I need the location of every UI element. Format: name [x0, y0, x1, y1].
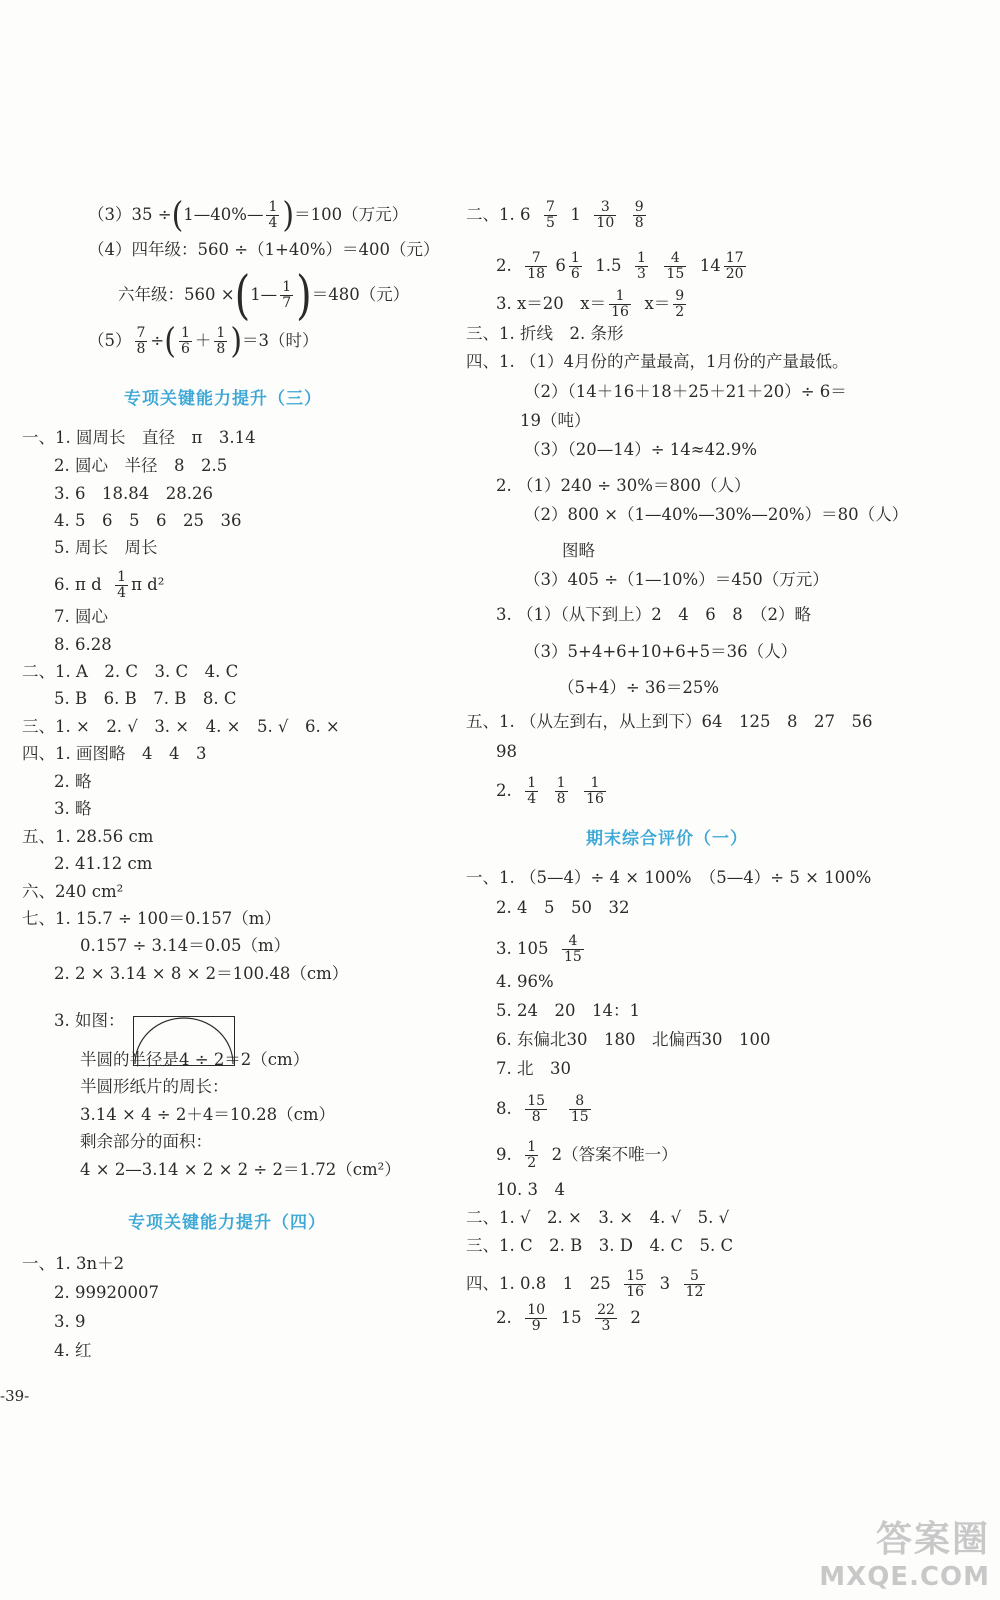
- paren-open: (: [234, 265, 251, 326]
- answer-line: 2. （1）240 ÷ 30%＝800（人）: [496, 476, 751, 495]
- fraction: $\frac{3}{10}$: [596, 199, 615, 231]
- answer-line: 四、1. 0.8 1 25 $\frac{15}{16}$ 3 $\frac{5}{12}$: [466, 1268, 704, 1300]
- fraction: $\frac{1}{8}$: [556, 775, 566, 807]
- answer-line: 2. $\frac{7}{18}$ 6 $\frac{1}{6}$ 1.5 $\frac{1}{3}$ $\frac{4}{15}$ 14 $\frac{17}{20}$: [496, 250, 744, 282]
- answer-line: 2. $\frac{10}{9}$ 15 $\frac{22}{3}$ 2: [496, 1302, 641, 1334]
- fraction: $\frac{1}{4}$: [268, 199, 278, 231]
- answer-line: 4. 5 6 5 6 25 36: [54, 511, 242, 530]
- answer-line: （3）405 ÷（1—10%）＝450（万元）: [524, 570, 829, 589]
- answer-line: 5. 24 20 14：1: [496, 1001, 640, 1020]
- fraction: $\frac{1}{4}$: [117, 569, 127, 601]
- answer-line: 一、1. （5—4）÷ 4 × 100% （5—4）÷ 5 × 100%: [466, 868, 872, 887]
- answer-line: 二、1. √ 2. × 3. × 4. √ 5. √: [466, 1208, 730, 1227]
- left-line-3: 六年级：560 ×(1— $\frac{1}{7}$ )＝480（元）: [118, 265, 410, 326]
- left-line-2: （4）四年级：560 ÷（1+40%）＝400（元）: [88, 240, 440, 259]
- fraction: $\frac{1}{6}$: [570, 250, 580, 282]
- section-title-final: 期末综合评价（一）: [586, 829, 748, 849]
- answer-line: 六、240 cm²: [22, 882, 124, 901]
- watermark-logo: 答案圈 MXQE.COM: [819, 1519, 990, 1592]
- answer-line: 3. x＝20 x＝ $\frac{1}{16}$ x＝ $\frac{9}{2}$: [496, 288, 685, 320]
- fraction: $\frac{10}{9}$: [527, 1302, 546, 1334]
- answer-line: 3. 略: [54, 799, 92, 818]
- answer-line: 2. 99920007: [54, 1283, 159, 1302]
- answer-line: （3）5+4+6+10+6+5＝36（人）: [524, 642, 798, 661]
- page-number: -39-: [0, 1387, 30, 1405]
- answer-line: 一、1. 圆周长 直径 π 3.14: [22, 428, 256, 447]
- answer-line: 4. 96%: [496, 972, 554, 991]
- answer-line: 3.14 × 4 ÷ 2＋4＝10.28（cm）: [80, 1105, 335, 1124]
- answer-line: 6. 东偏北30 180 北偏西30 100: [496, 1030, 771, 1049]
- paren-close: ): [230, 320, 243, 362]
- answer-line: 10. 3 4: [496, 1180, 565, 1199]
- answer-line: 七、1. 15.7 ÷ 100＝0.157（m）: [22, 909, 281, 928]
- section-title-4: 专项关键能力提升（四）: [128, 1213, 326, 1233]
- answer-line: 8. $\frac{15}{8}$ $\frac{8}{15}$: [496, 1093, 589, 1125]
- answer-line: 5. 周长 周长: [54, 538, 158, 557]
- fraction: $\frac{1}{16}$: [586, 775, 604, 807]
- paren-close: ): [282, 194, 295, 236]
- answer-line: 二、1. 6 $\frac{7}{5}$ 1 $\frac{3}{10}$ $\frac{9}{8}$: [466, 199, 644, 231]
- fraction: $\frac{4}{15}$: [563, 933, 582, 965]
- fraction: $\frac{1}{3}$: [637, 250, 646, 282]
- fraction: $\frac{9}{8}$: [634, 199, 644, 231]
- answer-line: 三、1. C 2. B 3. D 4. C 5. C: [466, 1236, 734, 1255]
- fraction: $\frac{9}{2}$: [675, 288, 685, 320]
- fraction: $\frac{7}{18}$: [527, 250, 546, 282]
- answer-line: 三、1. 折线 2. 条形: [466, 324, 624, 343]
- answer-line: 剩余部分的面积：: [80, 1132, 212, 1151]
- answer-line: 2. 2 × 3.14 × 8 × 2＝100.48（cm）: [54, 964, 349, 983]
- fraction: $\frac{1}{4}$: [527, 775, 537, 807]
- answer-line: 图略: [562, 541, 595, 560]
- fraction: $\frac{8}{15}$: [570, 1093, 589, 1125]
- answer-line: 五、1. 28.56 cm: [22, 827, 154, 846]
- answer-line: 0.157 ÷ 3.14＝0.05（m）: [80, 936, 291, 955]
- answer-line: 2. 4 5 50 32: [496, 898, 630, 917]
- left-line-4: （5） $\frac{7}{8}$ ÷( $\frac{1}{6}$ ＋ $\frac{1}{8}$ )＝3（时）: [88, 320, 319, 362]
- answer-line: （3）（20—14）÷ 14≈42.9%: [524, 440, 758, 459]
- fraction: $\frac{1}{8}$: [216, 325, 226, 357]
- fraction: $\frac{15}{8}$: [527, 1093, 546, 1125]
- answer-line: 二、1. A 2. C 3. C 4. C: [22, 662, 239, 681]
- answer-line: 3. 如图：: [54, 1011, 125, 1030]
- answer-line: 3. 105 $\frac{4}{15}$: [496, 933, 582, 965]
- answer-line: 8. 6.28: [54, 635, 112, 654]
- fraction: $\frac{7}{8}$: [136, 325, 146, 357]
- fraction: $\frac{22}{3}$: [597, 1302, 615, 1334]
- paren-close: ): [296, 265, 312, 326]
- fraction: $\frac{4}{15}$: [666, 250, 685, 282]
- fraction: $\frac{7}{5}$: [546, 199, 555, 231]
- answer-line: 6. π d $\frac{1}{4}$ π d²: [54, 569, 165, 601]
- answer-line: （5+4）÷ 36＝25%: [558, 678, 720, 697]
- answer-line: 7. 北 30: [496, 1059, 571, 1078]
- answer-line: （2）800 ×（1—40%—30%—20%）＝80（人）: [524, 505, 909, 524]
- answer-line: 3. 9: [54, 1312, 86, 1331]
- answer-line: 9. $\frac{1}{2}$ 2（答案不唯一）: [496, 1139, 678, 1171]
- answer-line: 五、1. （从左到右，从上到下）64 125 8 27 56: [466, 712, 873, 731]
- paren-open: (: [164, 320, 176, 362]
- answer-line: 2. 41.12 cm: [54, 854, 153, 873]
- answer-line: 4 × 2—3.14 × 2 × 2 ÷ 2＝1.72（cm²）: [80, 1160, 401, 1179]
- paren-open: (: [171, 194, 184, 236]
- fraction: $\frac{5}{12}$: [685, 1268, 704, 1300]
- answer-line: 一、1. 3n＋2: [22, 1254, 125, 1273]
- answer-line: 3. （1）（从下到上）2 4 6 8 （2）略: [496, 605, 811, 624]
- fraction: $\frac{1}{7}$: [282, 279, 292, 311]
- answer-line: 半圆的半径是4 ÷ 2＝2（cm）: [80, 1050, 310, 1069]
- fraction: $\frac{1}{2}$: [527, 1139, 537, 1171]
- answer-line: 3. 6 18.84 28.26: [54, 484, 213, 503]
- fraction: $\frac{1}{6}$: [180, 325, 190, 357]
- answer-line: （2）（14＋16＋18＋25＋21＋20）÷ 6＝: [524, 382, 847, 401]
- answer-line: 7. 圆心: [54, 607, 108, 626]
- answer-line: 19（吨）: [520, 411, 591, 430]
- left-line-1: （3）35 ÷(1—40%— $\frac{1}{4}$ )＝100（万元）: [88, 194, 409, 236]
- answer-line: 2. $\frac{1}{4}$ $\frac{1}{8}$ $\frac{1}{16}$: [496, 775, 604, 807]
- answer-line: 半圆形纸片的周长：: [80, 1077, 229, 1096]
- fraction: $\frac{17}{20}$: [725, 250, 744, 282]
- fraction: $\frac{1}{16}$: [611, 288, 629, 320]
- answer-line: 4. 红: [54, 1341, 92, 1360]
- answer-line: 2. 圆心 半径 8 2.5: [54, 456, 228, 475]
- fraction: $\frac{15}{16}$: [626, 1268, 645, 1300]
- answer-line: 三、1. × 2. √ 3. × 4. × 5. √ 6. ×: [22, 717, 340, 736]
- section-title-3: 专项关键能力提升（三）: [124, 389, 322, 409]
- answer-line: 2. 略: [54, 772, 92, 791]
- answer-line: 98: [496, 742, 517, 761]
- answer-line: 四、1. 画图略 4 4 3: [22, 744, 207, 763]
- answer-line: 四、1. （1）4月份的产量最高，1月份的产量最低。: [466, 352, 849, 371]
- answer-line: 5. B 6. B 7. B 8. C: [54, 689, 237, 708]
